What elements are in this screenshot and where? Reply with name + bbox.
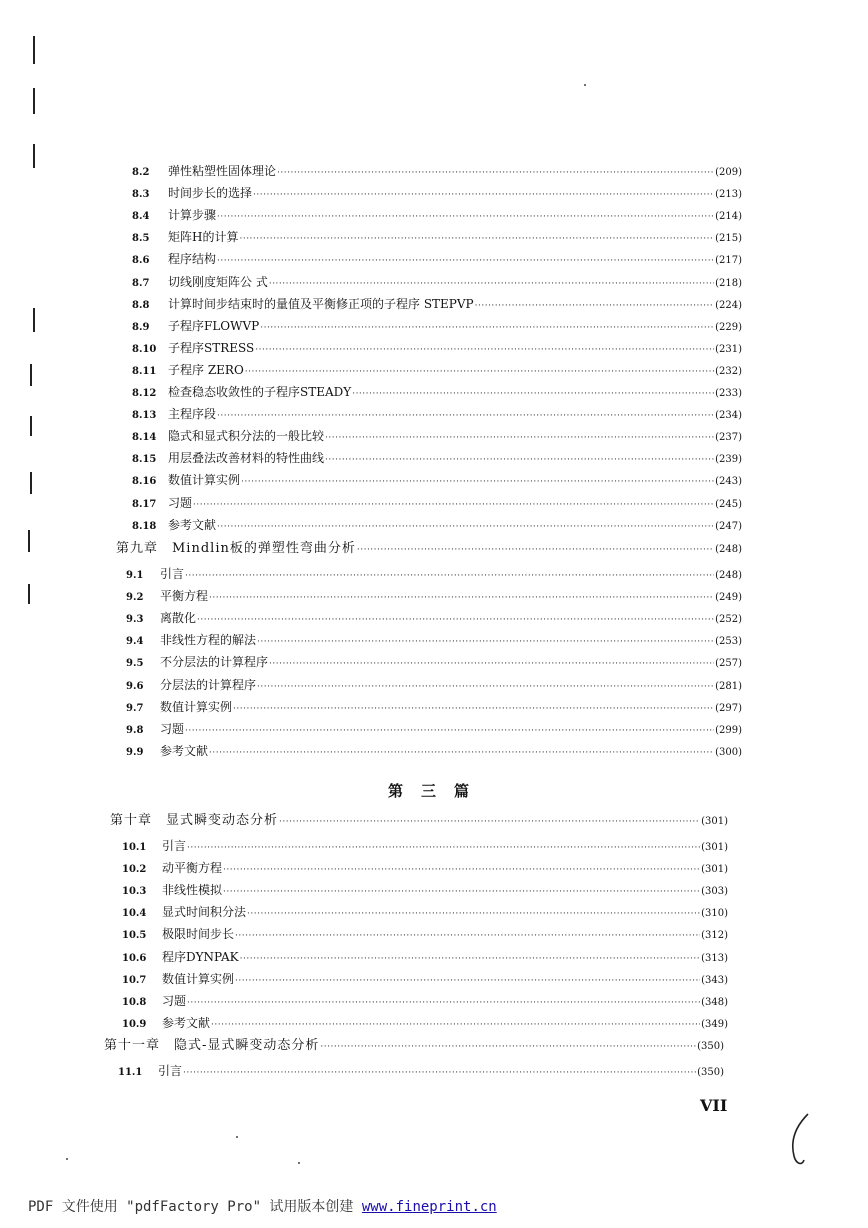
toc-section-entry — [132, 340, 742, 358]
toc-section-entry — [122, 882, 728, 900]
leader-dots — [217, 408, 714, 424]
leader-dots — [269, 276, 714, 292]
page-reference: (218) — [715, 277, 742, 289]
section-title: 子程序FLOWVP — [168, 318, 260, 333]
toc-section-entry — [132, 362, 742, 380]
section-title: 极限时间步长 — [162, 927, 235, 942]
section-number: 10.5 — [122, 930, 147, 942]
leader-dots — [475, 298, 714, 314]
toc-section-entry — [132, 517, 742, 535]
section-number: 8.5 — [132, 233, 150, 245]
toc-section-entry — [126, 721, 742, 739]
section-title: 矩阵H的计算 — [168, 230, 239, 245]
page-reference: (213) — [715, 189, 742, 201]
page-reference: (233) — [715, 388, 742, 399]
section-title: 检查稳态收敛性的子程序STEADY — [168, 385, 352, 399]
leader-dots — [223, 884, 700, 900]
scan-margin-mark — [30, 472, 32, 494]
section-title: 习题 — [168, 495, 193, 510]
section-number: 10.3 — [122, 886, 147, 898]
page-reference: (348) — [701, 996, 728, 1008]
toc-section-entry — [122, 860, 728, 878]
leader-dots — [217, 253, 714, 269]
pdf-footer — [28, 1196, 497, 1216]
section-number: 8.13 — [132, 410, 157, 422]
section-number: 10.7 — [122, 974, 147, 986]
page-reference: (257) — [715, 658, 742, 670]
leader-dots — [235, 928, 700, 944]
leader-dots — [279, 814, 700, 830]
pen-stroke-mark — [786, 1112, 816, 1168]
page-reference: (229) — [715, 321, 742, 333]
page-reference: (247) — [715, 520, 742, 532]
section-number: 8.17 — [132, 498, 157, 510]
section-number: 8.12 — [132, 388, 157, 399]
section-number: 8.2 — [132, 167, 150, 178]
page-reference: (234) — [715, 410, 742, 422]
page-reference: (301) — [701, 816, 728, 827]
section-number: 8.4 — [132, 211, 150, 223]
section-title: 习题 — [162, 993, 187, 1008]
section-title: 引言 — [162, 839, 187, 853]
toc-section-entry — [132, 251, 742, 269]
chapter-title: 第十章 显式瞬变动态分析 — [110, 813, 279, 828]
section-number: 9.3 — [126, 614, 144, 626]
section-number: 8.15 — [132, 454, 157, 466]
leader-dots — [260, 320, 714, 336]
section-title: 非线性方程的解法 — [160, 633, 257, 648]
leader-dots — [185, 568, 714, 584]
leader-dots — [320, 1039, 696, 1055]
section-number: 8.16 — [132, 476, 157, 488]
section-number: 8.10 — [132, 343, 157, 355]
leader-dots — [253, 187, 714, 203]
leader-dots — [240, 951, 700, 967]
toc-section-entry — [126, 566, 742, 584]
section-number: 11.1 — [118, 1067, 143, 1078]
page-reference: (209) — [715, 167, 742, 178]
section-number: 9.8 — [126, 724, 144, 736]
scan-margin-mark — [30, 416, 32, 436]
section-title: 子程序 ZERO — [168, 362, 244, 377]
page-reference: (239) — [715, 454, 742, 466]
section-title: 切线刚度矩阵公 式 — [168, 274, 268, 289]
scan-margin-mark — [28, 530, 30, 552]
section-number: 10.2 — [122, 864, 147, 876]
toc-section-entry — [126, 743, 742, 761]
toc-section-entry — [126, 699, 742, 717]
leader-dots — [255, 342, 714, 358]
toc-section-entry — [132, 185, 742, 203]
toc-section-entry — [132, 274, 742, 292]
toc-section-entry — [122, 1015, 728, 1033]
page-reference: (301) — [701, 842, 728, 853]
section-number: 8.18 — [132, 520, 157, 532]
page-reference: (301) — [701, 864, 728, 876]
leader-dots — [187, 840, 700, 856]
toc-section-entry — [132, 229, 742, 247]
page-reference: (312) — [701, 930, 728, 942]
toc-section-entry — [126, 610, 742, 628]
page-reference: (299) — [715, 724, 742, 736]
section-number: 9.2 — [126, 592, 144, 604]
page-reference: (214) — [715, 211, 742, 223]
part-heading: 第三篇 — [388, 782, 488, 800]
toc-section-entry — [122, 993, 728, 1011]
page-reference: (217) — [715, 255, 742, 267]
section-title: 程序DYNPAK — [162, 949, 239, 964]
footer-text: PDF 文件使用 "pdfFactory Pro" 试用版本创建 — [28, 1199, 362, 1215]
section-number: 8.11 — [132, 365, 157, 377]
section-title: 习题 — [160, 721, 185, 736]
section-title: 时间步长的选择 — [168, 186, 253, 201]
leader-dots — [209, 590, 714, 606]
toc-section-entry — [118, 1063, 724, 1081]
toc-section-entry — [132, 428, 742, 446]
scan-margin-mark — [33, 88, 35, 114]
section-title: 主程序段 — [168, 407, 217, 422]
page-reference: (303) — [701, 886, 728, 898]
chapter-title: 第十一章 隐式-显式瞬变动态分析 — [104, 1038, 320, 1053]
page-number: VII — [700, 1096, 728, 1115]
leader-dots — [197, 612, 714, 628]
section-number: 8.9 — [132, 321, 150, 333]
scan-margin-mark — [33, 144, 35, 168]
page-reference: (245) — [715, 498, 742, 510]
section-number: 9.9 — [126, 746, 144, 758]
section-title: 弹性粘塑性固体理论 — [168, 164, 277, 178]
leader-dots — [187, 995, 700, 1011]
toc-section-entry — [132, 495, 742, 513]
toc-section-entry — [132, 406, 742, 424]
leader-dots — [241, 474, 714, 490]
section-title: 数值计算实例 — [160, 699, 233, 714]
section-title: 用层叠法改善材料的特性曲线 — [168, 451, 325, 466]
leader-dots — [277, 165, 714, 181]
section-title: 动平衡方程 — [162, 861, 223, 876]
chapter-title: 第九章 Mindlin板的弹塑性弯曲分析 — [116, 541, 356, 556]
scan-margin-mark — [33, 308, 35, 332]
page-reference: (252) — [715, 614, 742, 626]
leader-dots — [217, 519, 714, 535]
section-number: 9.1 — [126, 570, 144, 581]
section-title: 计算时间步结束时的量值及平衡修正项的子程序 STEPVP — [168, 296, 474, 311]
section-title: 分层法的计算程序 — [160, 677, 257, 692]
section-number: 9.6 — [126, 680, 144, 692]
leader-dots — [235, 973, 700, 989]
toc-section-entry — [126, 588, 742, 606]
section-title: 参考文献 — [168, 517, 217, 532]
toc-chapter-entry — [110, 813, 728, 830]
page-reference: (350) — [697, 1041, 724, 1052]
leader-dots — [223, 862, 700, 878]
toc-section-entry — [122, 949, 728, 967]
page-reference: (248) — [715, 544, 742, 555]
section-number: 9.5 — [126, 658, 144, 670]
scan-speck — [298, 1162, 300, 1164]
page-reference: (253) — [715, 636, 742, 648]
section-number: 8.8 — [132, 299, 150, 311]
section-number: 10.9 — [122, 1018, 147, 1030]
page-reference: (249) — [715, 592, 742, 604]
section-number: 10.8 — [122, 996, 147, 1008]
toc-section-entry — [122, 971, 728, 989]
section-number: 10.6 — [122, 952, 147, 964]
toc-chapter-entry — [104, 1038, 724, 1055]
section-title: 引言 — [158, 1064, 183, 1078]
toc-section-entry — [132, 207, 742, 225]
leader-dots — [325, 452, 714, 468]
toc-section-entry — [126, 654, 742, 672]
section-number: 8.6 — [132, 255, 150, 267]
leader-dots — [185, 723, 714, 739]
page-reference: (243) — [715, 476, 742, 488]
toc-section-entry — [126, 677, 742, 695]
scan-speck — [236, 1136, 238, 1138]
leader-dots — [239, 231, 714, 247]
section-number: 9.7 — [126, 702, 144, 714]
toc-section-entry — [126, 632, 742, 650]
scan-margin-mark — [33, 36, 35, 64]
leader-dots — [217, 209, 714, 225]
section-number: 8.14 — [132, 432, 157, 444]
section-title: 非线性模拟 — [162, 883, 223, 898]
section-title: 隐式和显式积分法的一般比较 — [168, 429, 325, 444]
leader-dots — [257, 634, 714, 650]
page-reference: (343) — [701, 974, 728, 986]
section-title: 子程序STRESS — [168, 340, 255, 355]
toc-section-entry — [132, 472, 742, 490]
section-number: 8.7 — [132, 277, 150, 289]
scan-margin-mark — [28, 584, 30, 604]
toc-section-entry — [132, 318, 742, 336]
leader-dots — [233, 701, 714, 717]
scan-speck — [584, 84, 586, 86]
leader-dots — [357, 542, 714, 558]
leader-dots — [269, 656, 714, 672]
section-title: 显式时间积分法 — [162, 905, 247, 920]
section-title: 离散化 — [160, 611, 197, 626]
page-reference: (237) — [715, 432, 742, 444]
leader-dots — [325, 430, 714, 446]
page-reference: (349) — [701, 1018, 728, 1030]
page-reference: (313) — [701, 952, 728, 964]
section-title: 不分层法的计算程序 — [160, 655, 269, 670]
page-reference: (232) — [715, 365, 742, 377]
leader-dots — [247, 906, 700, 922]
page-reference: (231) — [715, 343, 742, 355]
scan-margin-mark — [30, 364, 32, 386]
leader-dots — [257, 679, 714, 695]
section-number: 10.1 — [122, 842, 147, 853]
section-title: 参考文献 — [162, 1015, 211, 1030]
page-reference: (297) — [715, 702, 742, 714]
page-reference: (248) — [715, 570, 742, 581]
page-reference: (281) — [715, 680, 742, 692]
toc-section-entry — [132, 384, 742, 402]
leader-dots — [193, 497, 714, 513]
section-title: 参考文献 — [160, 743, 209, 758]
leader-dots — [245, 364, 714, 380]
page-reference: (215) — [715, 233, 742, 245]
section-number: 9.4 — [126, 636, 144, 648]
section-title: 平衡方程 — [160, 589, 209, 604]
section-number: 10.4 — [122, 908, 147, 920]
section-number: 8.3 — [132, 189, 150, 201]
section-title: 引言 — [160, 567, 185, 581]
toc-section-entry — [132, 163, 742, 181]
footer-link[interactable]: www.fineprint.cn — [361, 1199, 497, 1215]
leader-dots — [352, 386, 714, 402]
section-title: 计算步骤 — [168, 208, 217, 223]
toc-section-entry — [132, 450, 742, 468]
toc-section-entry — [122, 904, 728, 922]
leader-dots — [209, 745, 714, 761]
section-title: 数值计算实例 — [168, 473, 241, 488]
toc-section-entry — [122, 926, 728, 944]
toc-section-entry — [132, 296, 742, 314]
page-reference: (310) — [701, 908, 728, 920]
toc-section-entry — [122, 838, 728, 856]
page-reference: (224) — [715, 299, 742, 311]
scan-speck — [66, 1158, 68, 1160]
section-title: 程序结构 — [168, 252, 217, 267]
leader-dots — [211, 1017, 700, 1033]
page-reference: (300) — [715, 746, 742, 758]
leader-dots — [183, 1065, 696, 1081]
toc-chapter-entry — [116, 541, 742, 558]
section-title: 数值计算实例 — [162, 971, 235, 986]
page-reference: (350) — [697, 1067, 724, 1078]
